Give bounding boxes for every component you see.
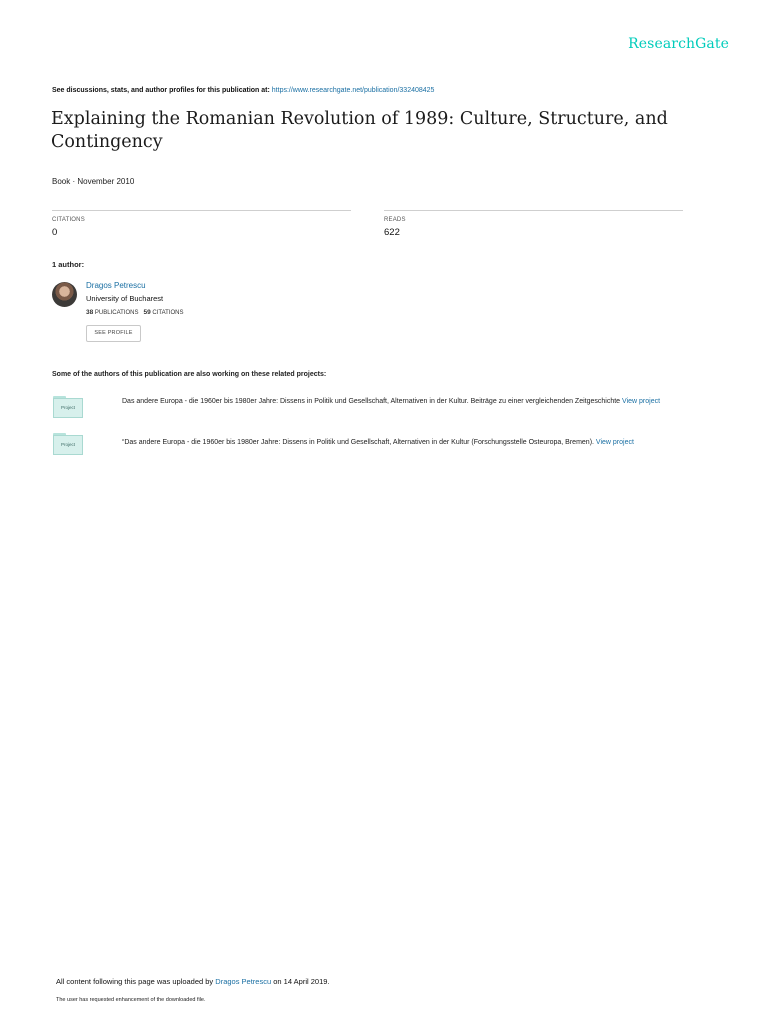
reads-value: 622 <box>384 227 400 238</box>
upload-suffix: on 14 April 2019. <box>273 977 330 986</box>
publication-url-link[interactable]: https://www.researchgate.net/publication/332408425 <box>271 87 435 94</box>
author-citations-label: CITATIONS <box>152 310 184 316</box>
reads-divider <box>384 210 683 211</box>
publication-link-line <box>52 87 434 94</box>
see-profile-button[interactable]: SEE PROFILE <box>86 325 141 342</box>
authors-heading: 1 author: <box>52 260 85 269</box>
project-folder-icon[interactable] <box>53 396 83 418</box>
project-icon-label: Project <box>53 398 83 418</box>
project-description: Das andere Europa - die 1960er bis 1980er Jahre: Dissens in Politik und Gesellschaft, Alternativen in der Kultur. Beiträge zu einer vergleichenden Zeitgeschichte <box>122 398 621 405</box>
enhancement-note: The user has requested enhancement of the downloaded file. <box>56 997 206 1003</box>
author-citations-count: 59 <box>143 309 151 316</box>
discussion-prefix: See discussions, stats, and author profiles for this publication at: <box>52 87 270 94</box>
upload-prefix: All content following this page was uploaded by <box>56 977 214 986</box>
related-projects-heading: Some of the authors of this publication are also working on these related projects: <box>52 371 327 378</box>
view-project-link[interactable]: View project <box>595 439 634 446</box>
author-name-link[interactable]: Dragos Petrescu <box>86 281 146 290</box>
citations-divider <box>52 210 351 211</box>
uploader-link[interactable]: Dragos Petrescu <box>215 977 272 986</box>
upload-info <box>56 977 330 986</box>
publication-title: Explaining the Romanian Revolution of 1989: Culture, Structure, and Contingency <box>51 109 668 152</box>
researchgate-logo[interactable]: ResearchGate <box>628 36 729 52</box>
author-publications-count: 38 <box>86 309 94 316</box>
author-publications-label: PUBLICATIONS <box>94 310 139 316</box>
author-institution: University of Bucharest <box>86 294 164 303</box>
reads-label: READS <box>384 217 406 223</box>
avatar[interactable] <box>52 282 77 307</box>
project-item <box>122 396 708 408</box>
citations-value: 0 <box>52 227 58 238</box>
view-project-link[interactable]: View project <box>622 398 661 405</box>
citations-label: CITATIONS <box>52 217 85 223</box>
publication-meta: Book · November 2010 <box>52 177 135 186</box>
project-icon-label: Project <box>53 435 83 455</box>
project-folder-icon[interactable] <box>53 433 83 455</box>
project-description: “Das andere Europa - die 1960er bis 1980er Jahre: Dissens in Politik und Gesellschaft, Alternativen in der Kultur (Forschungsstelle Osteuropa, Bremen). <box>122 439 594 446</box>
project-item <box>122 437 708 449</box>
author-stats <box>86 309 184 316</box>
